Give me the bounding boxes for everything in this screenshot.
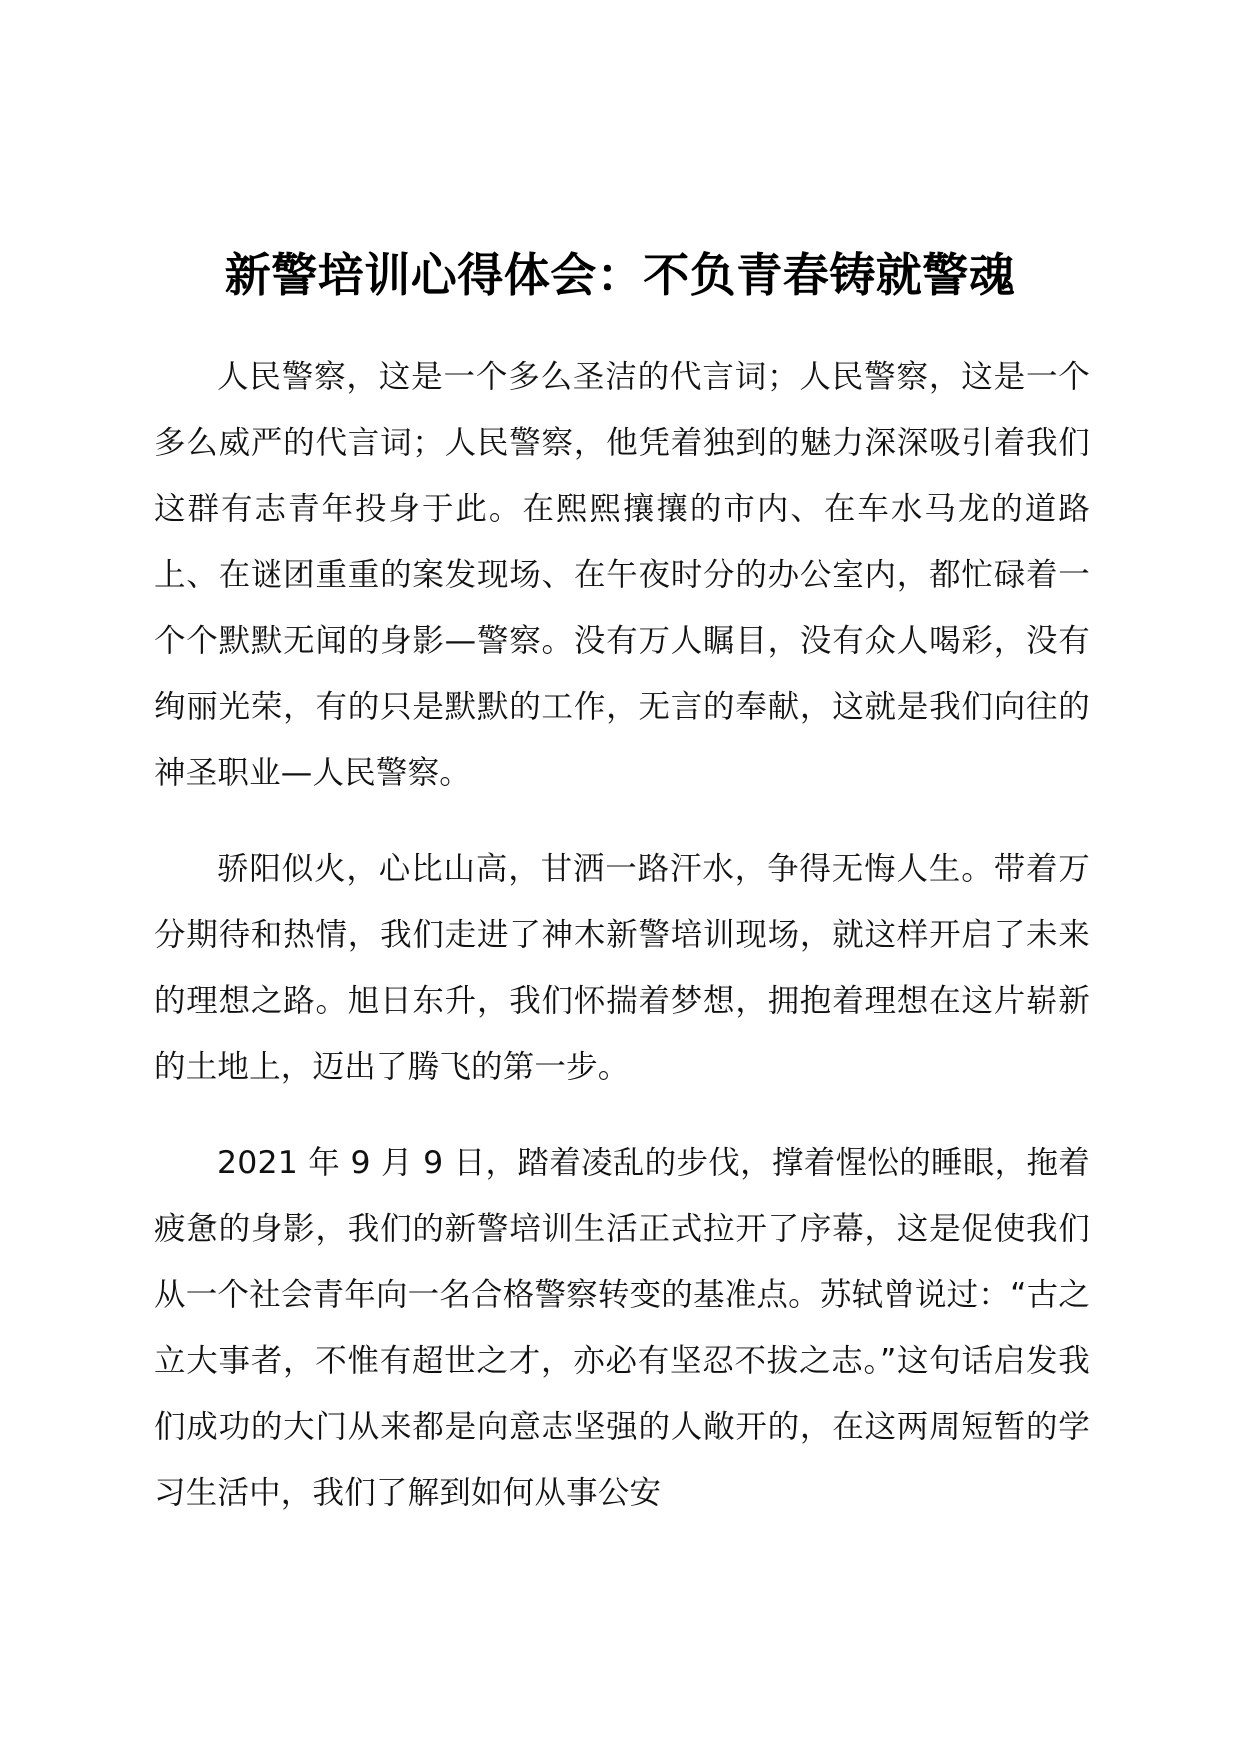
paragraph-3: 2021 年 9 月 9 日，踏着凌乱的步伐，撑着惺忪的睡眼，拖着疲惫的身影，我们的新警培训生活正式拉开了序幕，这是促使我们从一个社会青年向一名合格警察转变的基准点。苏轼曾说过：“古之立大事者，不惟有超世之才，亦必有坚忍不拔之志。”这句话启发我们成功的大门从来都是向意志坚强的人敞开的，在这两周短暂的学习生活中，我们了解到如何从事公安	[154, 1145, 1090, 1511]
document-title: 新警培训心得体会：不负青春铸就警魂	[224, 248, 1016, 302]
document-body	[154, 344, 1090, 1556]
paragraph-2: 骄阳似火，心比山高，甘洒一路汗水，争得无悔人生。带着万分期待和热情，我们走进了神木新警培训现场，就这样开启了未来的理想之路。旭日东升，我们怀揣着梦想，拥抱着理想在这片崭新的土地上，迈出了腾飞的第一步。	[154, 851, 1090, 1085]
paragraph-1: 人民警察，这是一个多么圣洁的代言词；人民警察，这是一个多么威严的代言词；人民警察，他凭着独到的魅力深深吸引着我们这群有志青年投身于此。在熙熙攘攘的市内、在车水马龙的道路上、在谜团重重的案发现场、在午夜时分的办公室内，都忙碌着一个个默默无闻的身影—警察。没有万人瞩目，没有众人喝彩，没有绚丽光荣，有的只是默默的工作，无言的奉献，这就是我们向往的神圣职业—人民警察。	[154, 359, 1090, 791]
